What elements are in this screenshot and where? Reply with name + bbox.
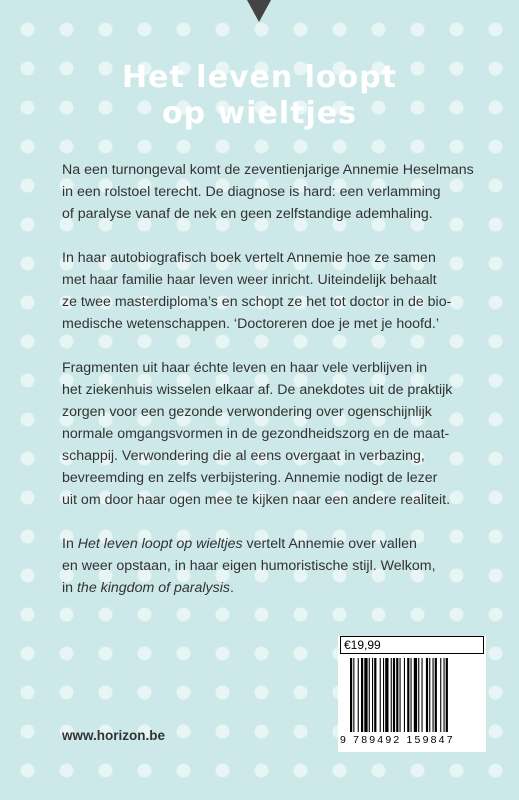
triangle-marker-icon: [247, 0, 271, 22]
barcode-bar: [411, 658, 412, 732]
blurb-line: bevreemding en zelfs verbijstering. Annemie nodigt de lezer: [62, 470, 438, 486]
blurb-paragraph-3: [62, 357, 482, 511]
blurb-paragraph-2: [62, 247, 482, 335]
barcode-bar: [358, 658, 359, 732]
barcode-bar: [372, 658, 373, 732]
blurb-line: In haar autobiografisch boek vertelt Annemie hoe ze samen: [62, 250, 436, 266]
barcode-bar: [374, 658, 376, 732]
barcode-bar: [385, 658, 388, 732]
barcode-bar: [383, 658, 384, 732]
blurb-line: in een rolstoel terecht. De diagnose is hard: een verlamming: [62, 184, 441, 200]
barcode-bar: [404, 658, 405, 732]
price-label: €19,99: [340, 636, 484, 654]
barcode-box: [338, 636, 486, 752]
blurb-line: of paralyse vanaf de nek en geen zelfstandige ademhaling.: [62, 206, 433, 222]
title-line-1: Het leven loopt: [122, 60, 397, 95]
barcode-bar: [418, 658, 419, 732]
barcode-bar: [369, 658, 370, 732]
blurb-line: [62, 577, 482, 599]
blurb-line: normale omgangsvormen in de gezondheidszorg en de maat-: [62, 426, 450, 442]
blurb-line: medische wetenschappen. ‘Doctoreren doe je met je hoofd.’: [62, 316, 439, 332]
blurb-line: Fragmenten uit haar échte leven en haar vele verblijven in: [62, 360, 428, 376]
text-run: .: [229, 580, 234, 596]
blurb-line: en weer opstaan, in haar eigen humoristische stijl. Welkom,: [62, 558, 436, 574]
barcode-bar: [426, 658, 428, 732]
barcode-bar: [446, 658, 448, 732]
barcode-bar: [380, 658, 381, 732]
barcode-bar: [435, 658, 437, 732]
blurb-line: uit om door haar ogen mee te kijken naar een andere realiteit.: [62, 492, 451, 508]
blurb-line: het ziekenhuis wisselen elkaar af. De anekdotes uit de praktijk: [62, 382, 453, 398]
barcode-bar: [350, 658, 352, 732]
text-run: In: [62, 536, 78, 552]
barcode-bar: [393, 658, 395, 732]
blurb: [62, 159, 482, 621]
barcode-bar: [407, 658, 409, 732]
barcode-bar: [429, 658, 430, 732]
text-run: in: [62, 580, 77, 596]
barcode-bar: [422, 658, 423, 732]
blurb-paragraph-1: [62, 159, 482, 225]
barcode-bar: [440, 658, 441, 732]
book-title: [0, 60, 519, 132]
barcode-bar: [396, 658, 398, 732]
blurb-line: schappij. Verwondering die al eens overgaat in verbazing,: [62, 448, 425, 464]
title-line-2: op wieltjes: [162, 96, 357, 131]
barcode-bar: [414, 658, 417, 732]
barcode: [350, 658, 478, 732]
kingdom-phrase: the kingdom of paralysis: [76, 580, 230, 596]
barcode-bar: [391, 658, 392, 732]
publisher-website: www.horizon.be: [62, 728, 165, 743]
book-title-reference: Het leven loopt op wieltjes: [77, 536, 243, 552]
text-run: vertelt Annemie over vallen: [242, 536, 417, 552]
barcode-bar: [400, 658, 401, 732]
blurb-line: met haar familie haar leven weer inricht. Uiteindelijk behaalt: [62, 272, 437, 288]
blurb-line: [62, 533, 482, 555]
barcode-bar: [433, 658, 434, 732]
barcode-bar: [361, 658, 363, 732]
blurb-line: Na een turnongeval komt de zeventienjarige Annemie Heselmans: [62, 162, 474, 178]
barcode-bar: [364, 658, 367, 732]
blurb-line: ze twee masterdiploma’s en schopt ze het tot doctor in de bio-: [62, 294, 452, 310]
blurb-line: zorgen voor een gezonde verwondering over ogenschijnlijk: [62, 404, 432, 420]
barcode-bar: [444, 658, 445, 732]
barcode-bar: [353, 658, 354, 732]
blurb-paragraph-4: [62, 533, 482, 599]
isbn-number: 9 789492 159847: [340, 734, 455, 746]
